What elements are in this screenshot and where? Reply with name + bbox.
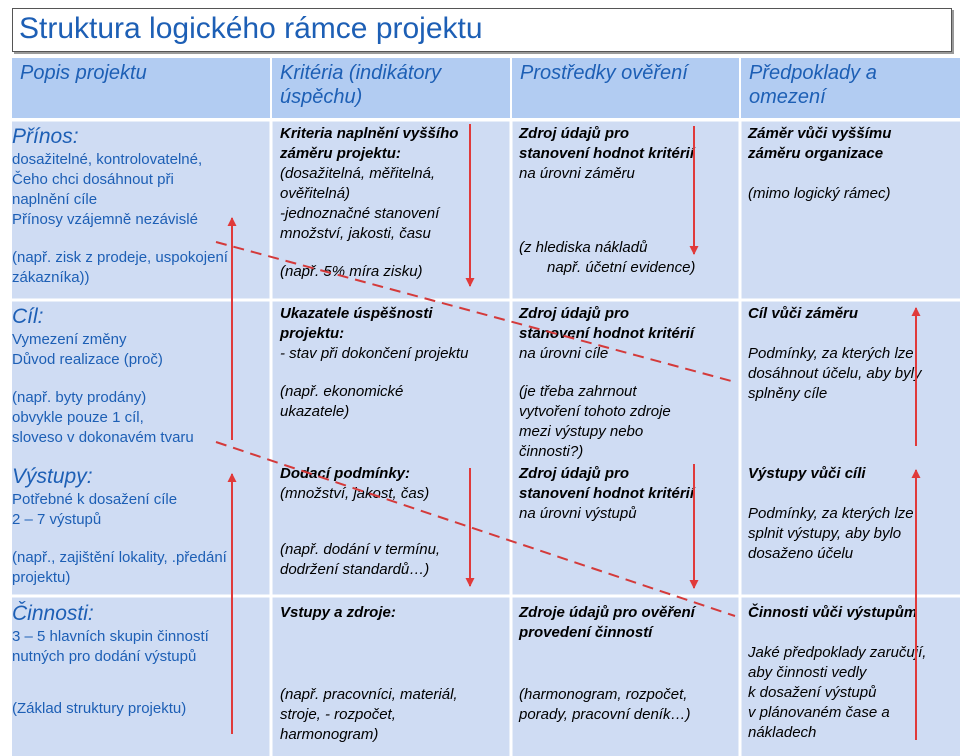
vystupy-kriteria-bold-1: Dodací podmínky: xyxy=(280,465,411,482)
cinnosti-prostredky-bold-2: provedení činností xyxy=(519,624,653,641)
vystupy-predpoklady-line-3: dosaženo účelu xyxy=(748,545,854,562)
cil-predpoklady-line-3: splněny cíle xyxy=(748,385,828,402)
vystupy-kriteria-note-2: dodržení standardů…) xyxy=(280,561,430,578)
prinos-kriteria-line-1: (dosažitelná, měřitelná, xyxy=(280,165,436,182)
header-popis xyxy=(12,58,270,118)
prinos-kriteria-line-4: množství, jakosti, času xyxy=(280,225,431,242)
prinos-predpoklady-note: (mimo logický rámec) xyxy=(748,185,891,202)
cil-note-2: obvykle pouze 1 cíl, xyxy=(12,409,144,426)
cil-prostredky-bold-2: stanovení hodnot kritérií xyxy=(519,325,695,342)
prinos-title: Přínos: xyxy=(12,125,79,148)
cil-prostredky-line-1: na úrovni cíle xyxy=(519,345,609,362)
header-kriteria xyxy=(272,58,510,118)
cell-cinnosti-predpoklady xyxy=(748,603,926,743)
cinnosti-prostredky-note-1: (harmonogram, rozpočet, xyxy=(519,686,688,703)
header-prostredky-label: Prostředky ověření xyxy=(520,62,688,84)
cinnosti-line-2: nutných pro dodání výstupů xyxy=(12,648,197,665)
cell-cil-predpoklady xyxy=(748,304,921,404)
header-kriteria-line1: Kritéria (indikátory xyxy=(280,62,442,84)
cell-prinos-predpoklady xyxy=(748,124,891,204)
prinos-kriteria-line-3: -jednoznačné stanovení xyxy=(280,205,440,222)
cil-prostredky-note-1: (je třeba zahrnout xyxy=(519,383,637,400)
prinos-line-3: naplnění cíle xyxy=(12,191,98,208)
cell-vystupy-kriteria xyxy=(280,464,440,580)
cinnosti-note: (Základ struktury projektu) xyxy=(12,700,187,717)
cell-cinnosti-popis xyxy=(12,601,209,719)
prinos-kriteria-bold-1: Kriteria naplnění vyššího xyxy=(280,125,459,142)
header-prostredky xyxy=(512,58,739,118)
vystupy-predpoklady-bold-1: Výstupy vůči cíli xyxy=(748,465,866,482)
cil-kriteria-note-1: (např. ekonomické xyxy=(280,383,404,400)
vystupy-prostredky-line-1: na úrovni výstupů xyxy=(519,505,637,522)
prinos-line-2: Čeho chci dosáhnout při xyxy=(12,171,174,188)
cinnosti-kriteria-note-2: stroje, - rozpočet, xyxy=(280,706,396,723)
cil-kriteria-note-2: ukazatele) xyxy=(280,403,350,420)
cinnosti-title: Činnosti: xyxy=(12,602,94,625)
cil-predpoklady-line-2: dosáhnout účelu, aby byly xyxy=(748,365,922,382)
prinos-prostredky-bold-2: stanovení hodnot kritérií xyxy=(519,145,695,162)
cil-prostredky-note-3: mezi výstupy nebo xyxy=(519,423,644,440)
cil-predpoklady-line-1: Podmínky, za kterých lze xyxy=(748,345,914,362)
cinnosti-kriteria-note-1: (např. pracovníci, materiál, xyxy=(280,686,458,703)
vystupy-note-1: (např., zajištění lokality, .předání xyxy=(12,549,227,566)
prinos-note-2: zákazníka)) xyxy=(12,269,90,286)
prinos-kriteria-note: (např. 5% míra zisku) xyxy=(280,263,423,280)
cil-predpoklady-bold-1: Cíl vůči záměru xyxy=(748,305,859,322)
cell-prinos-prostredky xyxy=(519,124,695,278)
cil-kriteria-bold-1: Ukazatele úspěšnosti xyxy=(280,305,433,322)
prinos-predpoklady-bold-1: Záměr vůči vyššímu xyxy=(748,125,892,142)
cil-prostredky-bold-1: Zdroj údajů pro xyxy=(519,305,629,322)
cinnosti-predpoklady-line-1: Jaké předpoklady zaručují, xyxy=(748,644,927,661)
prinos-prostredky-bold-1: Zdroj údajů pro xyxy=(519,125,629,142)
cil-prostredky-note-4: činnosti?) xyxy=(519,443,584,460)
cil-line-2: Důvod realizace (proč) xyxy=(12,351,163,368)
prinos-prostredky-line-1: na úrovni záměru xyxy=(519,165,635,182)
vystupy-predpoklady-line-1: Podmínky, za kterých lze xyxy=(748,505,914,522)
vystupy-prostredky-bold-1: Zdroj údajů pro xyxy=(519,465,629,482)
prinos-prostredky-note-2: např. účetní evidence) xyxy=(547,259,696,276)
vystupy-line-2: 2 – 7 výstupů xyxy=(12,511,102,528)
cell-vystupy-prostredky xyxy=(519,464,694,524)
prinos-kriteria-bold-2: záměru projektu: xyxy=(280,145,401,162)
cell-cil-popis xyxy=(12,304,194,448)
prinos-kriteria-line-2: ověřitelná) xyxy=(280,185,351,202)
cell-cinnosti-prostredky xyxy=(519,603,695,725)
cell-vystupy-popis xyxy=(12,464,227,588)
cell-prinos-popis xyxy=(12,124,228,288)
header-predpoklady-line2: omezení xyxy=(749,86,826,108)
header-predpoklady xyxy=(741,58,960,118)
page-title: Struktura logického rámce projektu xyxy=(12,8,952,52)
prinos-predpoklady-bold-2: záměru organizace xyxy=(748,145,884,162)
cell-cil-prostredky xyxy=(519,304,694,462)
cinnosti-kriteria-note-3: harmonogram) xyxy=(280,726,379,743)
prinos-prostredky-note-1: (z hlediska nákladů xyxy=(519,239,648,256)
cinnosti-predpoklady-line-4: v plánovaném čase a xyxy=(748,704,890,721)
cil-kriteria-bold-2: projektu: xyxy=(280,325,345,342)
prinos-note-1: (např. zisk z prodeje, uspokojení xyxy=(12,249,228,266)
vystupy-kriteria-note-1: (např. dodání v termínu, xyxy=(280,541,441,558)
cinnosti-predpoklady-line-5: nákladech xyxy=(748,724,817,741)
cil-note-1: (např. byty prodány) xyxy=(12,389,147,406)
cinnosti-predpoklady-line-3: k dosažení výstupů xyxy=(748,684,877,701)
cil-kriteria-line-1: - stav při dokončení projektu xyxy=(280,345,469,362)
header-kriteria-line2: úspěchu) xyxy=(280,86,363,108)
vystupy-line-1: Potřebné k dosažení cíle xyxy=(12,491,178,508)
vystupy-predpoklady-line-2: splnit výstupy, aby bylo xyxy=(748,525,902,542)
vystupy-kriteria-line-1: (množství, jakost, čas) xyxy=(280,485,430,502)
cinnosti-kriteria-bold-1: Vstupy a zdroje: xyxy=(280,604,396,621)
cinnosti-predpoklady-bold-1: Činnosti vůči výstupům xyxy=(748,604,918,621)
cil-note-3: sloveso v dokonavém tvaru xyxy=(12,429,194,446)
cil-title: Cíl: xyxy=(12,305,44,328)
cinnosti-prostredky-bold-1: Zdroje údajů pro ověření xyxy=(519,604,695,621)
vystupy-note-2: projektu) xyxy=(12,569,71,586)
vystupy-title: Výstupy: xyxy=(12,465,93,488)
cell-prinos-kriteria xyxy=(280,124,458,282)
cinnosti-prostredky-note-2: porady, pracovní deník…) xyxy=(519,706,691,723)
prinos-line-1: dosažitelné, kontrolovatelné, xyxy=(12,151,203,168)
cinnosti-predpoklady-line-2: aby činnosti vedly xyxy=(748,664,867,681)
vystupy-prostredky-bold-2: stanovení hodnot kritérií xyxy=(519,485,695,502)
cell-vystupy-predpoklady xyxy=(748,464,914,564)
cell-cinnosti-kriteria xyxy=(280,603,458,745)
cil-prostredky-note-2: vytvoření tohoto zdroje xyxy=(519,403,671,420)
cell-cil-kriteria xyxy=(280,304,468,422)
prinos-line-4: Přínosy vzájemně nezávislé xyxy=(12,211,198,228)
header-popis-label: Popis projektu xyxy=(20,62,147,84)
cinnosti-line-1: 3 – 5 hlavních skupin činností xyxy=(12,628,209,645)
cil-line-1: Vymezení změny xyxy=(12,331,127,348)
header-predpoklady-line1: Předpoklady a xyxy=(749,62,877,84)
